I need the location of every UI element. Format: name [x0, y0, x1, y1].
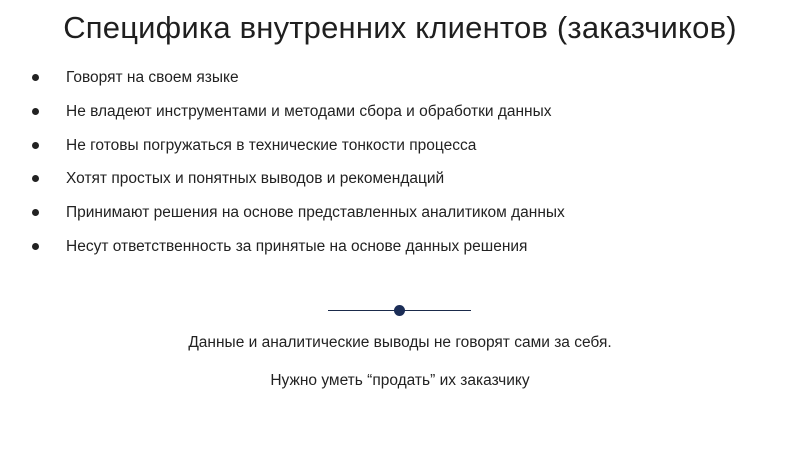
bullet-text: Хотят простых и понятных выводов и рекомендаций	[66, 170, 445, 188]
bullet-item	[30, 201, 565, 235]
bullet-dot-icon	[32, 175, 39, 182]
bullet-dot-icon	[32, 243, 39, 250]
bullet-text: Говорят на своем языке	[66, 69, 239, 86]
bullet-item	[30, 167, 565, 201]
bullet-item	[30, 100, 565, 134]
footer-statement: Данные и аналитические выводы не говорят сами за себя.	[188, 334, 612, 351]
bullet-text: Не готовы погружаться в технические тонкости процесса	[66, 136, 477, 154]
bullet-text: Принимают решения на основе представленных аналитиком данных	[66, 204, 565, 222]
bullet-item	[30, 235, 565, 269]
bullet-item	[30, 134, 565, 168]
bullet-text: Не владеют инструментами и методами сбора и обработки данных	[66, 102, 552, 120]
bullet-dot-icon	[32, 209, 39, 216]
bullet-dot-icon	[32, 142, 39, 149]
footer-call-to-action: Нужно уметь “продать” их заказчику	[270, 372, 530, 389]
bullet-item	[30, 66, 565, 100]
divider-dot-icon	[394, 305, 405, 316]
divider	[328, 310, 471, 312]
bullet-list	[30, 66, 565, 269]
bullet-text: Несут ответственность за принятые на основе данных решения	[66, 237, 528, 255]
bullet-dot-icon	[32, 108, 39, 115]
slide-title: Специфика внутренних клиентов (заказчиков)	[63, 10, 737, 45]
bullet-dot-icon	[32, 74, 39, 81]
